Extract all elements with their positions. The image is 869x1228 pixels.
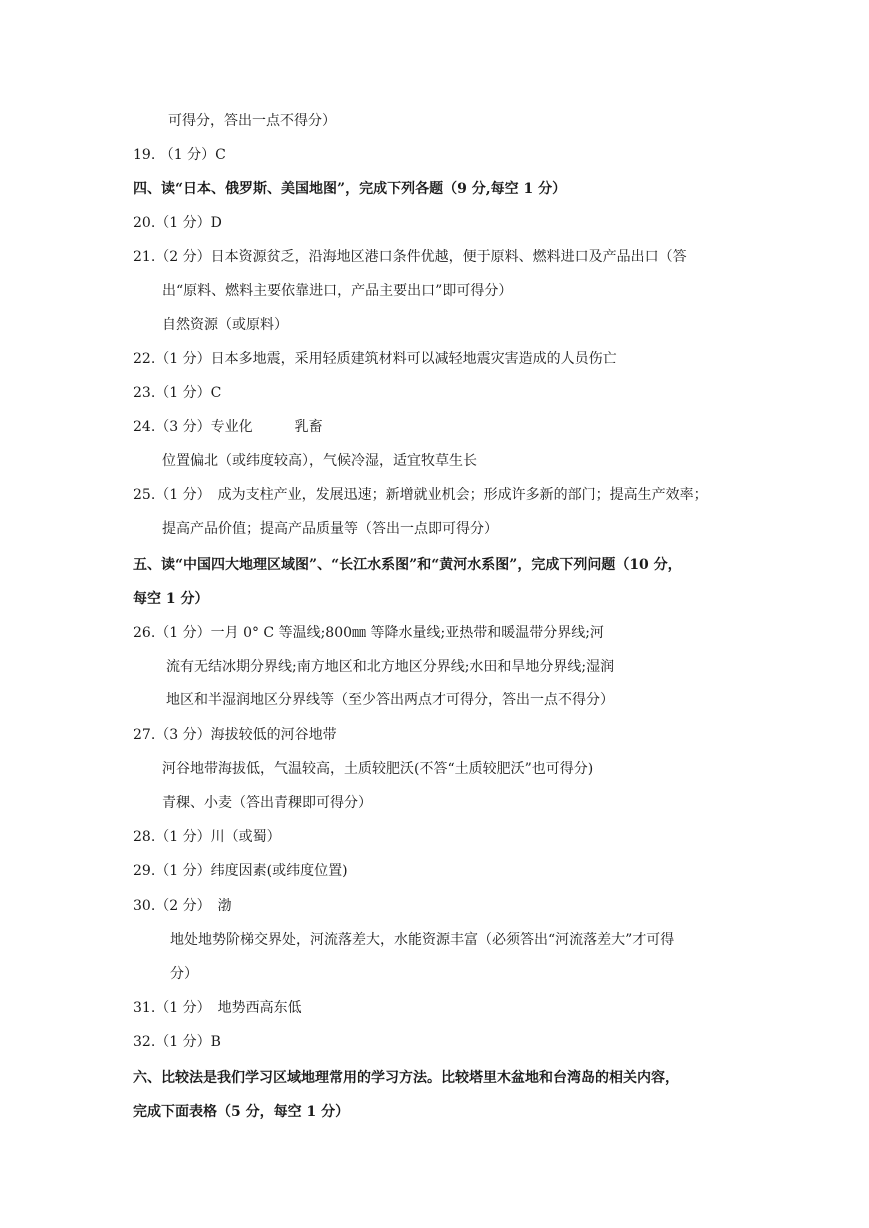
text-line: 提高产品价值；提高产品质量等（答出一点即可得分）: [162, 521, 498, 537]
answer-line: 28.（1 分）川（或蜀）: [133, 829, 281, 845]
answer-line: 25.（1 分） 成为支柱产业，发展迅速；新增就业机会；形成许多新的部门；提高生产效率；: [133, 487, 708, 503]
answer-line: 26.（1 分）一月 0° C 等温线;800㎜ 等降水量线;亚热带和暖温带分界线;河: [133, 625, 604, 641]
text-line: 河谷地带海拔低，气温较高，土质较肥沃(不答“土质较肥沃”也可得分): [162, 761, 594, 777]
text-line: 流有无结冰期分界线;南方地区和北方地区分界线;水田和旱地分界线;湿润: [166, 659, 615, 675]
text-line: 分）: [170, 966, 198, 982]
section-heading: 每空 1 分）: [133, 591, 209, 607]
section-heading: 四、读“日本、俄罗斯、美国地图”，完成下列各题（9 分,每空 1 分）: [133, 181, 567, 197]
text-line: 地处地势阶梯交界处，河流落差大，水能资源丰富（必须答出“河流落差大”才可得: [170, 932, 675, 948]
answer-line: 19. （1 分）C: [133, 147, 226, 163]
answer-line: 30.（2 分） 渤: [133, 898, 232, 914]
answer-line: 23.（1 分）C: [133, 385, 222, 401]
section-heading: 五、读“中国四大地理区域图”、“长江水系图”和“黄河水系图”，完成下列问题（10 分，: [133, 557, 682, 573]
text-line: 自然资源（或原料）: [162, 317, 288, 333]
text-line: 出“原料、燃料主要依靠进口，产品主要出口”即可得分）: [162, 283, 513, 299]
text-line: 地区和半湿润地区分界线等（至少答出两点才可得分，答出一点不得分）: [166, 692, 614, 708]
text-line: 位置偏北（或纬度较高），气候冷湿，适宜牧草生长: [162, 453, 477, 469]
answer-line: 31.（1 分） 地势西高东低: [133, 1000, 302, 1016]
section-heading: 六、比较法是我们学习区域地理常用的学习方法。比较塔里木盆地和台湾岛的相关内容，: [133, 1070, 679, 1086]
answer-line: 20.（1 分）D: [133, 215, 222, 231]
text-line: 青稞、小麦（答出青稞即可得分）: [162, 795, 372, 811]
answer-line: 32.（1 分）B: [133, 1034, 221, 1050]
text-line: 可得分，答出一点不得分）: [168, 113, 336, 129]
answer-line: 22.（1 分）日本多地震，采用轻质建筑材料可以减轻地震灾害造成的人员伤亡: [133, 351, 617, 367]
answer-line: 29.（1 分）纬度因素(或纬度位置): [133, 863, 348, 879]
answer-line: 24.（3 分）专业化 乳畜: [133, 419, 323, 435]
answer-line: 27.（3 分）海拔较低的河谷地带: [133, 727, 337, 743]
section-heading: 完成下面表格（5 分，每空 1 分）: [133, 1104, 350, 1120]
answer-line: 21.（2 分）日本资源贫乏，沿海地区港口条件优越，便于原料、燃料进口及产品出口（答: [133, 249, 687, 265]
